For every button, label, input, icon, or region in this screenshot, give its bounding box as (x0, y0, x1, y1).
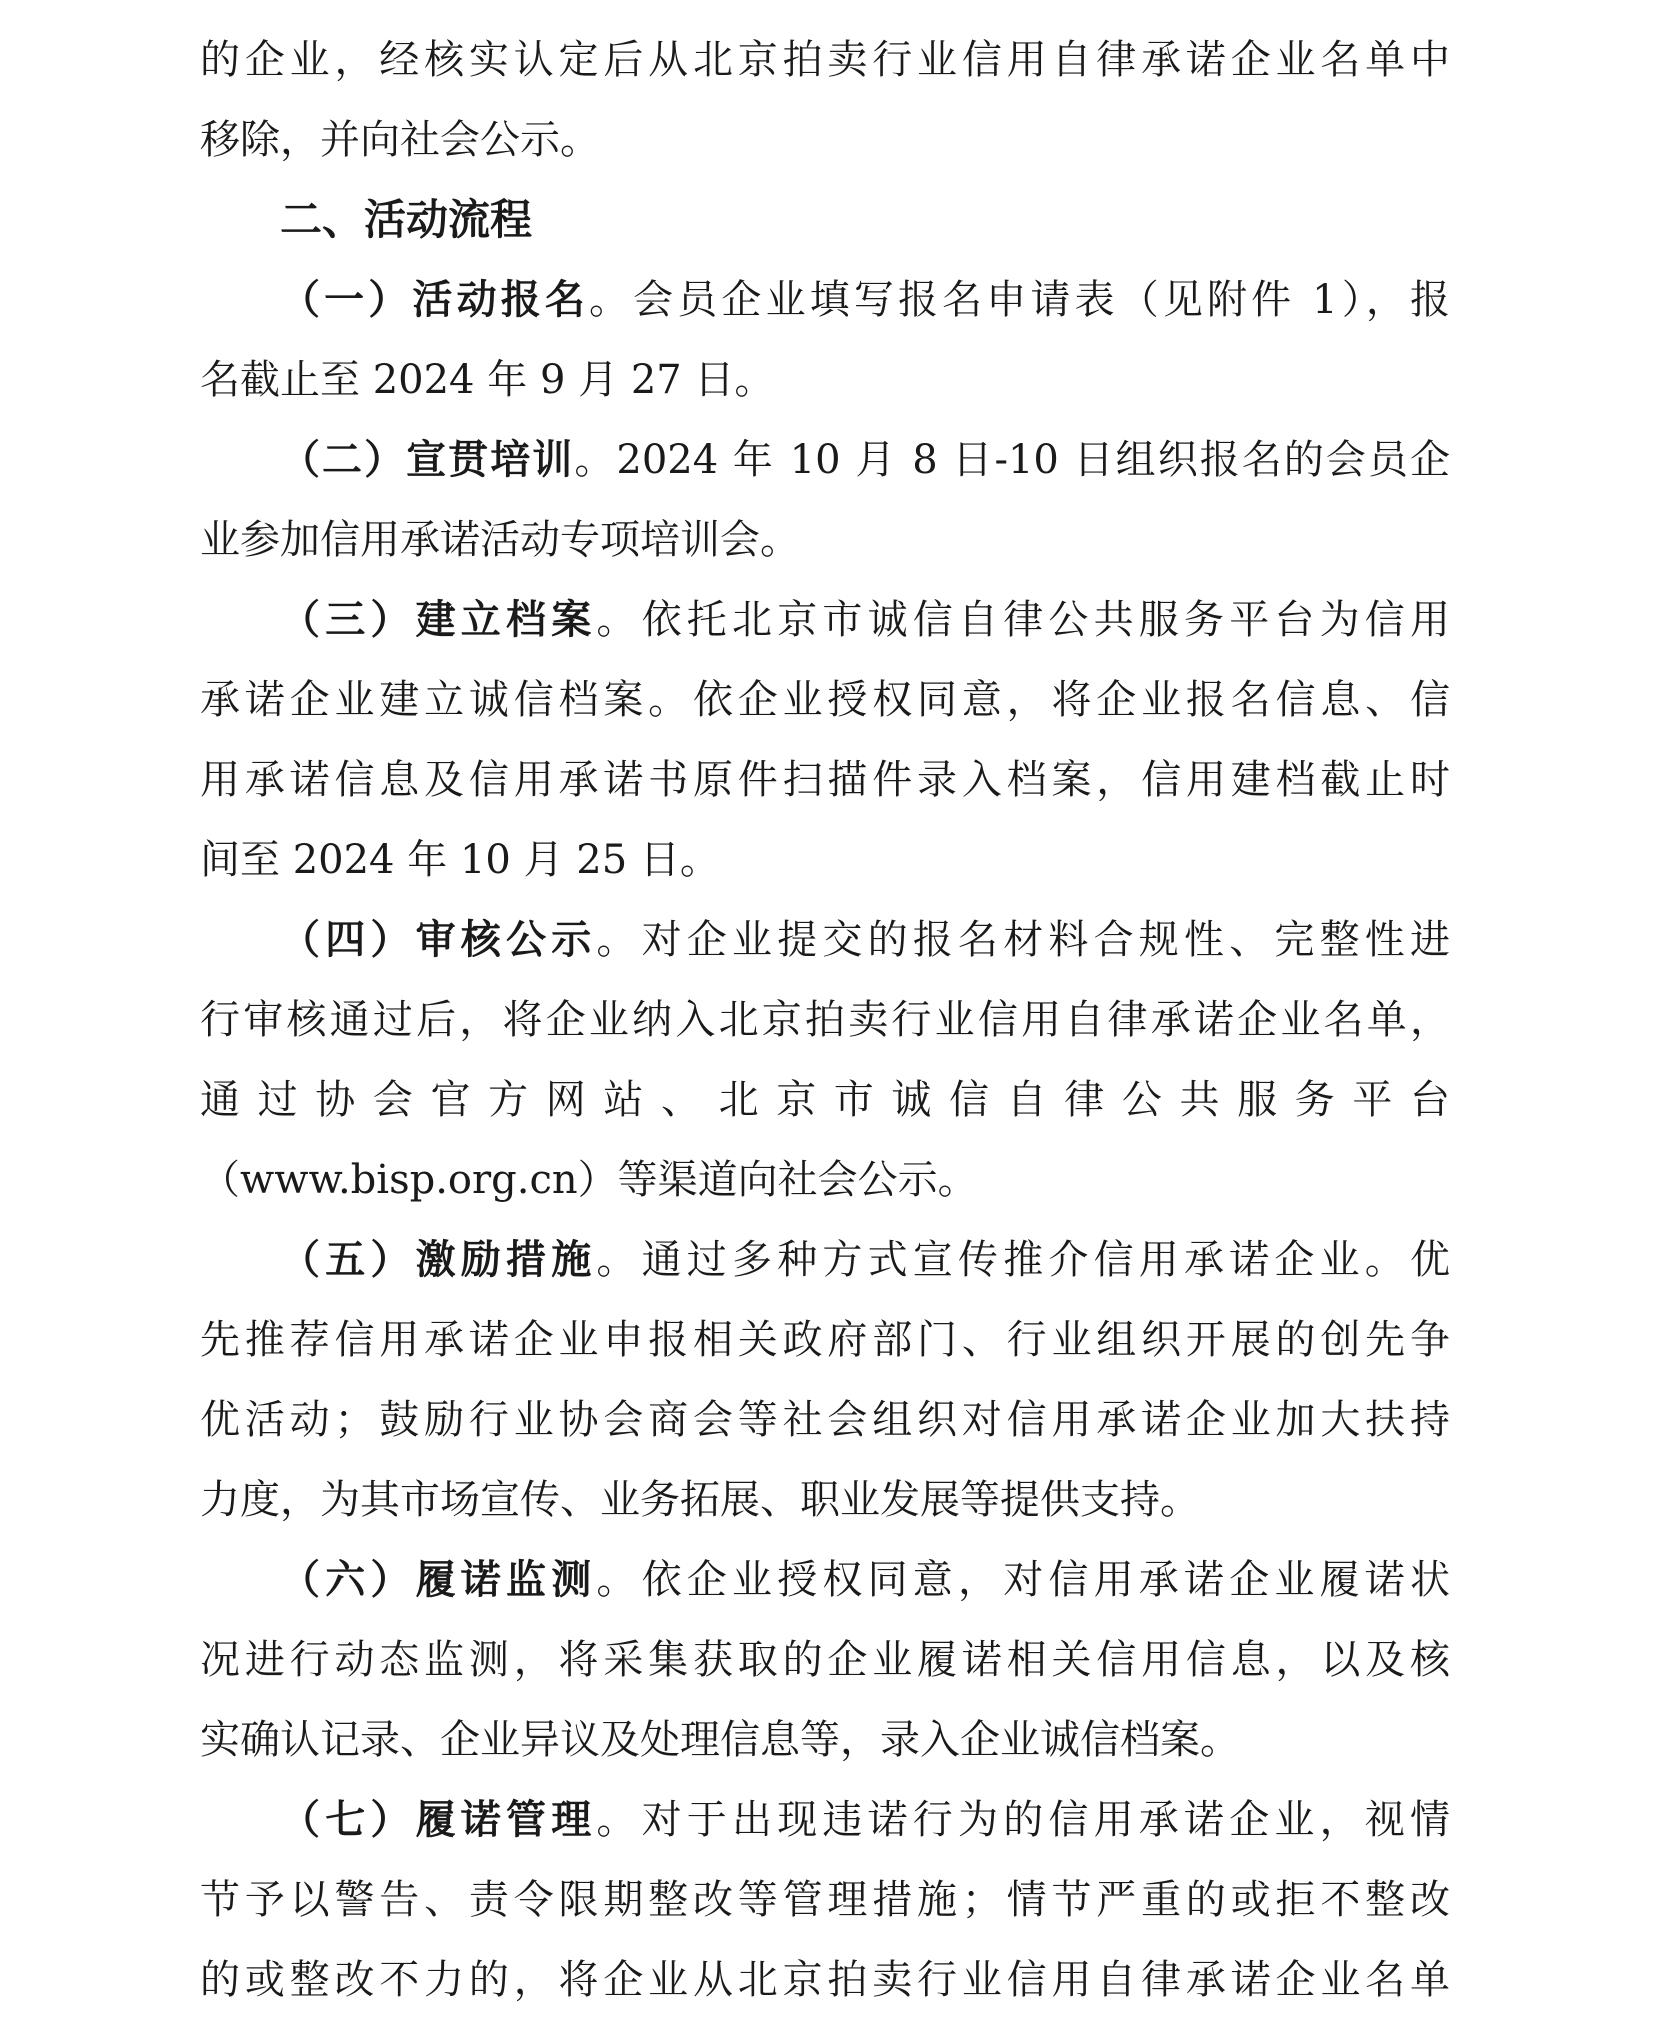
section-heading: 二、活动流程 (280, 195, 533, 244)
paragraph-line: 的或整改不力的，将企业从北京拍卖行业信用自律承诺企业名单 (200, 1957, 1450, 2003)
paragraph-line: 力度，为其市场宣传、业务拓展、职业发展等提供支持。 (200, 1477, 1200, 1523)
paragraph-line: 业参加信用承诺活动专项培训会。 (200, 517, 800, 563)
paragraph-lead: （三）建立档案 (280, 597, 597, 643)
paragraph-first-line (200, 420, 1450, 500)
paragraph-first-line (200, 580, 1450, 660)
paragraph-text: 。依托北京市诚信自律公共服务平台为信用 (596, 597, 1450, 643)
paragraph-line: 实确认记录、企业异议及处理信息等，录入企业诚信档案。 (200, 1717, 1240, 1763)
continuation-line: 移除，并向社会公示。 (200, 117, 600, 163)
paragraph-text: 。通过多种方式宣传推介信用承诺企业。优 (596, 1237, 1450, 1283)
paragraph-line: 况进行动态监测，将采集获取的企业履诺相关信用信息，以及核 (200, 1637, 1450, 1683)
paragraph-lead: （五）激励措施 (280, 1237, 597, 1283)
paragraph-first-line (200, 1540, 1450, 1620)
paragraph-first-line (200, 1780, 1450, 1860)
paragraph-first-line (200, 260, 1450, 340)
paragraph-line: 用承诺信息及信用承诺书原件扫描件录入档案，信用建档截止时 (200, 757, 1450, 803)
continuation-line: 的企业，经核实认定后从北京拍卖行业信用自律承诺企业名单中 (200, 37, 1450, 83)
paragraph-line: 行审核通过后，将企业纳入北京拍卖行业信用自律承诺企业名单， (200, 997, 1450, 1043)
paragraph-line: 节予以警告、责令限期整改等管理措施；情节严重的或拒不整改 (200, 1877, 1450, 1923)
paragraph-lead: （四）审核公示 (280, 917, 597, 963)
paragraph-text: 。会员企业填写报名申请表（见附件 1），报 (589, 277, 1450, 323)
paragraph-line: 承诺企业建立诚信档案。依企业授权同意，将企业报名信息、信 (200, 677, 1450, 723)
paragraph-first-line (200, 900, 1450, 980)
paragraph-lead: （七）履诺管理 (280, 1797, 597, 1843)
paragraph-text: 。对于出现违诺行为的信用承诺企业，视情 (596, 1797, 1450, 1843)
paragraph-line: 间至 2024 年 10 月 25 日。 (200, 837, 720, 883)
paragraph-line: （www.bisp.org.cn）等渠道向社会公示。 (200, 1157, 978, 1203)
paragraph-first-line (200, 1220, 1450, 1300)
paragraph-line: 通过协会官方网站、北京市诚信自律公共服务平台 (200, 1077, 1450, 1123)
document-page (200, 20, 1450, 2020)
paragraph-line: 先推荐信用承诺企业申报相关政府部门、行业组织开展的创先争 (200, 1317, 1450, 1363)
paragraph-line: 优活动；鼓励行业协会商会等社会组织对信用承诺企业加大扶持 (200, 1397, 1450, 1443)
paragraph-line: 名截止至 2024 年 9 月 27 日。 (200, 357, 775, 403)
paragraph-text: 。对企业提交的报名材料合规性、完整性进 (596, 917, 1450, 963)
paragraph-lead: （一）活动报名 (280, 277, 589, 323)
paragraph-lead: （二）宣贯培训 (280, 437, 575, 483)
paragraph-text: 。依企业授权同意，对信用承诺企业履诺状 (596, 1557, 1450, 1603)
paragraph-lead: （六）履诺监测 (280, 1557, 597, 1603)
paragraph-text: 。2024 年 10 月 8 日-10 日组织报名的会员企 (574, 437, 1450, 483)
